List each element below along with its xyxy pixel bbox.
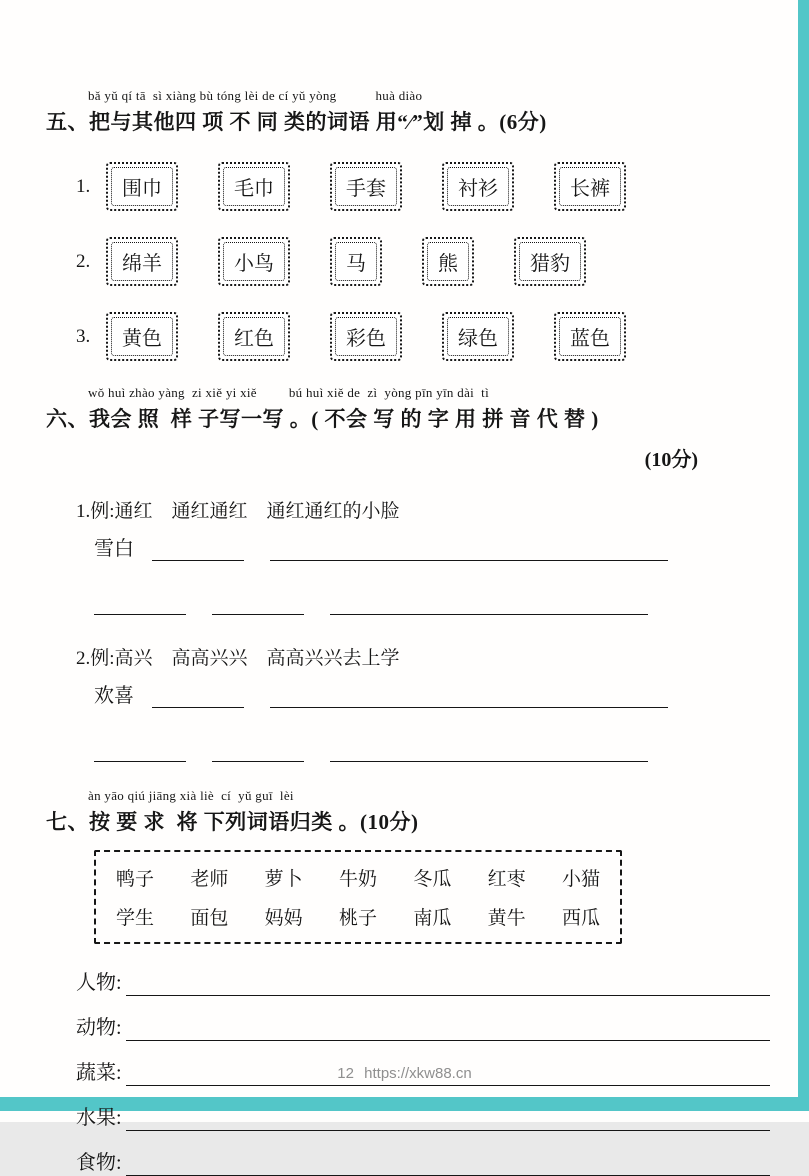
example-2: 2.例:高兴 高高兴兴 高高兴兴去上学	[76, 648, 400, 669]
word-bank-row-2	[116, 903, 600, 930]
word-box: 长裤	[554, 162, 626, 211]
answer-blank	[94, 738, 186, 762]
answer-blank	[126, 1150, 770, 1176]
section-6-title: 六、我会 照 样 子写一写 。( 不会 写 的 字 用 拼 音 代 替 )	[46, 407, 599, 431]
category-line-food	[76, 1150, 770, 1176]
answer-blank	[270, 537, 668, 561]
category-line-fruits	[76, 1105, 770, 1131]
row-number: 3.	[76, 325, 91, 347]
page-footer	[0, 1065, 809, 1082]
answer-line-4	[94, 738, 770, 762]
answer-blank	[330, 738, 648, 762]
section-7-pinyin: àn yāo qiú jiāng xià liè cí yǔ guī lèi	[88, 788, 294, 803]
word-box: 衬衫	[442, 162, 514, 211]
bank-word: 桃子	[338, 908, 377, 929]
answer-line-2	[94, 591, 770, 615]
example-1: 1.例:通红 通红通红 通红通红的小脸	[76, 501, 400, 522]
word-box: 围巾	[106, 162, 178, 211]
word-box: 熊	[422, 237, 474, 286]
word-box: 毛巾	[218, 162, 290, 211]
word-box: 蓝色	[554, 312, 626, 361]
bank-word: 红枣	[487, 869, 526, 890]
category-line-people	[76, 970, 770, 996]
word-row-1	[76, 162, 770, 211]
word-box: 绿色	[442, 312, 514, 361]
word-box: 红色	[218, 312, 290, 361]
category-label: 食物:	[76, 1152, 122, 1174]
bank-word: 鸭子	[116, 869, 155, 890]
bank-word: 小猫	[561, 869, 600, 890]
bank-word: 老师	[190, 869, 229, 890]
section-5-title: 五、把与其他四 项 不 同 类的词语 用“∕”划 掉 。(6分)	[46, 110, 547, 134]
category-label: 蔬菜:	[76, 1062, 122, 1084]
category-line-animals	[76, 1015, 770, 1041]
section-7-title: 七、按 要 求 将 下列词语归类 。(10分)	[46, 810, 419, 834]
section-6	[46, 385, 770, 762]
answer-blank	[152, 684, 244, 708]
bank-word: 冬瓜	[413, 869, 452, 890]
section-5-pinyin: bǎ yǔ qí tā sì xiàng bù tóng lèi de cí yǔ yòng huà diào	[88, 88, 423, 103]
word-box: 小鸟	[218, 237, 290, 286]
word-box: 黄色	[106, 312, 178, 361]
word-bank-box	[94, 850, 622, 944]
word-row-3	[76, 312, 770, 361]
bank-word: 面包	[190, 908, 229, 929]
row-number: 1.	[76, 175, 91, 197]
word-box: 猎豹	[514, 237, 586, 286]
category-label: 动物:	[76, 1017, 122, 1039]
word-box: 马	[330, 237, 382, 286]
answer-blank	[94, 591, 186, 615]
worksheet-content	[46, 88, 770, 1176]
answer-blank	[126, 970, 770, 996]
category-label: 水果:	[76, 1107, 122, 1129]
bank-word: 萝卜	[264, 869, 303, 890]
bank-word: 学生	[116, 908, 155, 929]
word-row-2	[76, 237, 770, 286]
bank-word: 牛奶	[338, 869, 377, 890]
section-7	[46, 788, 770, 1176]
answer-blank	[126, 1015, 770, 1041]
page-number: 12	[337, 1065, 354, 1082]
right-accent-bar	[798, 0, 809, 1111]
word-box: 绵羊	[106, 237, 178, 286]
source-url: https://xkw88.cn	[364, 1065, 472, 1082]
answer-line-1	[94, 537, 770, 561]
bank-word: 黄牛	[487, 908, 526, 929]
bank-word: 西瓜	[561, 908, 600, 929]
category-label: 人物:	[76, 972, 122, 994]
word-bank-row-1	[116, 864, 600, 891]
answer-line-3	[94, 684, 770, 708]
answer-blank	[270, 684, 668, 708]
bank-word: 妈妈	[264, 908, 303, 929]
section-6-score: (10分)	[644, 449, 698, 471]
section-6-pinyin: wǒ huì zhào yàng zi xiě yi xiě bú huì xiě de zì yòng pīn yīn dài tì	[88, 385, 489, 400]
start-word: 欢喜	[94, 685, 134, 707]
answer-blank	[212, 738, 304, 762]
answer-blank	[152, 537, 244, 561]
word-box: 彩色	[330, 312, 402, 361]
start-word: 雪白	[94, 538, 134, 560]
answer-blank	[212, 591, 304, 615]
section-5	[46, 88, 770, 361]
answer-blank	[126, 1105, 770, 1131]
word-box: 手套	[330, 162, 402, 211]
answer-blank	[330, 591, 648, 615]
row-number: 2.	[76, 250, 91, 272]
bank-word: 南瓜	[413, 908, 452, 929]
